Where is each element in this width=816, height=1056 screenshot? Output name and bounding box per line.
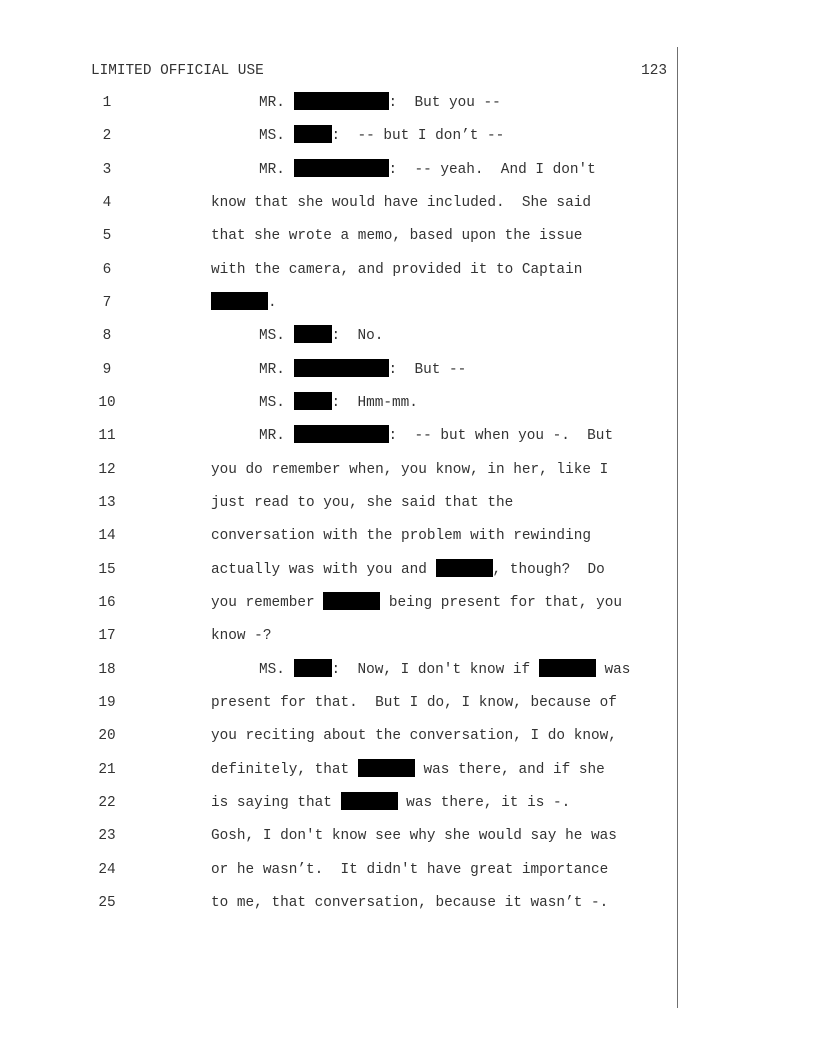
redaction-box [294, 92, 389, 110]
transcript-line [0, 125, 816, 147]
transcript-line [0, 492, 816, 514]
transcript-line [0, 325, 816, 347]
line-text-segment: MR. [259, 428, 294, 444]
transcript-line [0, 259, 816, 281]
line-number: 5 [102, 228, 112, 244]
line-number: 17 [98, 628, 116, 644]
line-number: 2 [102, 128, 112, 144]
transcript-line [0, 759, 816, 781]
line-text: you do remember when, you know, in her, like I [211, 462, 609, 478]
line-text-segment: : -- yeah. And I don't [388, 162, 596, 178]
line-text [259, 425, 613, 447]
line-text-segment: MR. [259, 362, 294, 378]
redaction-box [323, 592, 380, 610]
line-text: present for that. But I do, I know, because of [211, 695, 617, 711]
line-number: 14 [98, 528, 116, 544]
line-text [259, 659, 630, 681]
redaction-box [294, 659, 332, 677]
line-text: just read to you, she said that the [211, 495, 514, 511]
line-text-segment: : Now, I don't know if [331, 662, 539, 678]
line-text: or he wasn’t. It didn't have great importance [211, 862, 609, 878]
line-text-segment: : No. [331, 328, 384, 344]
line-text-segment: was there, it is -. [397, 795, 571, 811]
line-text [211, 759, 605, 781]
line-number: 8 [102, 328, 112, 344]
redaction-box [294, 325, 332, 343]
line-number: 1 [102, 95, 112, 111]
transcript-line [0, 459, 816, 481]
line-number: 12 [98, 462, 116, 478]
transcript-line [0, 525, 816, 547]
line-text: with the camera, and provided it to Captain [211, 262, 583, 278]
line-text-segment: , though? Do [492, 562, 605, 578]
line-text-segment: : But -- [388, 362, 467, 378]
line-number: 7 [102, 295, 112, 311]
line-text-segment: : Hmm-mm. [331, 395, 418, 411]
line-text [259, 92, 501, 114]
line-number: 23 [98, 828, 116, 844]
line-number: 11 [98, 428, 116, 444]
line-text [259, 125, 504, 147]
line-number: 4 [102, 195, 112, 211]
line-number: 9 [102, 362, 112, 378]
line-number: 13 [98, 495, 116, 511]
redaction-box [294, 359, 389, 377]
line-text [211, 792, 570, 814]
line-text [259, 325, 383, 347]
line-text-segment: : -- but I don’t -- [331, 128, 505, 144]
redaction-box [294, 425, 389, 443]
transcript-line [0, 592, 816, 614]
transcript-line [0, 159, 816, 181]
transcript-line [0, 859, 816, 881]
redaction-box [294, 159, 389, 177]
line-number: 6 [102, 262, 112, 278]
page-number: 123 [641, 63, 667, 79]
transcript-line [0, 725, 816, 747]
line-text [259, 392, 418, 414]
transcript-line [0, 359, 816, 381]
line-text-segment: you remember [211, 595, 324, 611]
transcript-line [0, 659, 816, 681]
line-number: 24 [98, 862, 116, 878]
transcript-line [0, 692, 816, 714]
line-text: to me, that conversation, because it wasn’t -. [211, 895, 609, 911]
line-text-segment: is saying that [211, 795, 341, 811]
line-text [259, 159, 596, 181]
classification-label: LIMITED OFFICIAL USE [91, 63, 264, 79]
redaction-box [294, 392, 332, 410]
line-text: that she wrote a memo, based upon the issue [211, 228, 583, 244]
line-text-segment: actually was with you and [211, 562, 436, 578]
redaction-box [211, 292, 268, 310]
line-text [211, 292, 277, 314]
line-text-segment: being present for that, you [380, 595, 623, 611]
line-text: you reciting about the conversation, I do know, [211, 728, 617, 744]
line-number: 22 [98, 795, 116, 811]
transcript-line [0, 192, 816, 214]
transcript-line [0, 559, 816, 581]
line-number: 19 [98, 695, 116, 711]
page-header [91, 61, 667, 81]
line-number: 25 [98, 895, 116, 911]
line-text-segment: MR. [259, 95, 294, 111]
redaction-box [539, 659, 596, 677]
line-number: 18 [98, 662, 116, 678]
transcript-line [0, 792, 816, 814]
redaction-box [436, 559, 493, 577]
line-text-segment: MR. [259, 162, 294, 178]
line-text: Gosh, I don't know see why she would say he was [211, 828, 617, 844]
transcript-line [0, 292, 816, 314]
line-text: conversation with the problem with rewinding [211, 528, 591, 544]
line-number: 3 [102, 162, 112, 178]
transcript-line [0, 625, 816, 647]
redaction-box [341, 792, 398, 810]
redaction-box [358, 759, 415, 777]
line-number: 20 [98, 728, 116, 744]
line-text: know -? [211, 628, 272, 644]
line-text-segment: was there, and if she [414, 762, 605, 778]
line-text-segment: : -- but when you -. But [388, 428, 614, 444]
transcript-line [0, 392, 816, 414]
transcript-line [0, 825, 816, 847]
line-text-segment: MS. [259, 128, 294, 144]
line-text-segment: . [268, 295, 277, 311]
transcript-line [0, 892, 816, 914]
line-text-segment: : But you -- [388, 95, 501, 111]
transcript-line [0, 92, 816, 114]
line-text [259, 359, 466, 381]
line-text: know that she would have included. She said [211, 195, 591, 211]
line-text-segment: was [595, 662, 631, 678]
line-text-segment: MS. [259, 328, 294, 344]
line-text [211, 592, 622, 614]
line-text-segment: MS. [259, 662, 294, 678]
transcript-line [0, 225, 816, 247]
line-number: 10 [98, 395, 116, 411]
line-text-segment: definitely, that [211, 762, 358, 778]
redaction-box [294, 125, 332, 143]
line-number: 16 [98, 595, 116, 611]
line-text-segment: MS. [259, 395, 294, 411]
line-number: 15 [98, 562, 116, 578]
line-number: 21 [98, 762, 116, 778]
line-text [211, 559, 605, 581]
transcript-line [0, 425, 816, 447]
